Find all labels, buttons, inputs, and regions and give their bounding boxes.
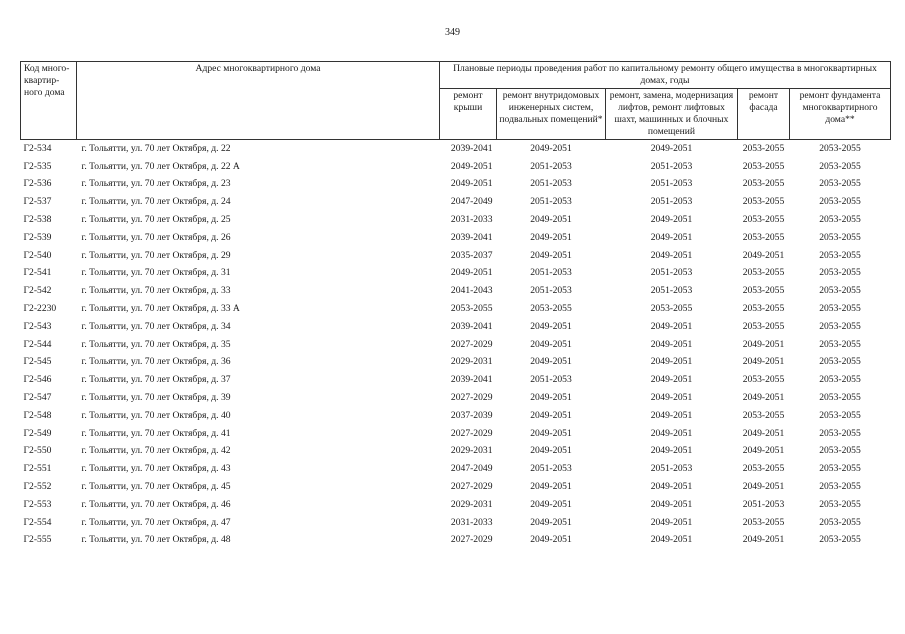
cell-address: г. Тольятти, ул. 70 лет Октября, д. 26 [81,231,231,243]
cell-address: г. Тольятти, ул. 70 лет Октября, д. 33 [81,285,231,297]
cell-facade: 2053-2055 [742,196,785,208]
cell-lifts: 2049-2051 [650,249,693,261]
cell-address: г. Тольятти, ул. 70 лет Октября, д. 40 [81,409,231,421]
cell-engineering: 2049-2051 [530,481,572,493]
cell-lifts: 2049-2051 [650,214,693,226]
cell-roof: 2031-2033 [450,214,493,226]
cell-lifts: 2049-2051 [650,338,693,350]
cell-code: Г2-537 [23,196,52,208]
cell-facade: 2053-2055 [742,160,785,172]
cell-lifts: 2051-2053 [650,267,693,279]
cell-facade: 2053-2055 [742,516,785,528]
table-row [21,354,891,372]
cell-foundation: 2053-2055 [819,409,861,421]
table-row [21,140,891,158]
table-row [21,300,891,318]
cell-code: Г2-554 [23,516,52,528]
cell-roof: 2027-2029 [450,392,493,404]
header-facade: ремонт фасада [738,89,790,140]
cell-code: Г2-548 [23,409,52,421]
cell-roof: 2041-2043 [450,285,493,297]
cell-address: г. Тольятти, ул. 70 лет Октября, д. 22 А [81,160,240,172]
cell-code: Г2-541 [23,267,52,279]
cell-code: Г2-549 [23,427,52,439]
cell-foundation: 2053-2055 [819,267,861,279]
cell-engineering: 2049-2051 [530,392,572,404]
table-row [21,496,891,514]
cell-code: Г2-547 [23,392,52,404]
cell-facade: 2053-2055 [742,374,785,386]
cell-code: Г2-551 [23,463,52,475]
cell-facade: 2053-2055 [742,214,785,226]
cell-code: Г2-552 [23,481,52,493]
cell-facade: 2053-2055 [742,303,785,315]
cell-roof: 2047-2049 [450,463,493,475]
cell-roof: 2035-2037 [450,249,493,261]
table-row [21,514,891,532]
cell-lifts: 2049-2051 [650,320,693,332]
cell-code: Г2-540 [23,249,52,261]
table-row [21,193,891,211]
cell-roof: 2039-2041 [450,320,493,332]
cell-engineering: 2049-2051 [530,409,572,421]
header-lifts: ремонт, замена, модернизация лифтов, ремонт лифтовых шахт, машинных и блочных помещений [606,89,738,140]
header-address: Адрес многоквартирного дома [77,62,440,140]
cell-engineering: 2051-2053 [530,160,572,172]
table-row [21,176,891,194]
cell-address: г. Тольятти, ул. 70 лет Октября, д. 39 [81,392,231,404]
table-row [21,389,891,407]
cell-foundation: 2053-2055 [819,498,861,510]
cell-lifts: 2049-2051 [650,356,693,368]
cell-lifts: 2049-2051 [650,481,693,493]
table-header [21,62,891,140]
cell-engineering: 2049-2051 [530,445,572,457]
cell-address: г. Тольятти, ул. 70 лет Октября, д. 47 [81,516,231,528]
table-row [21,371,891,389]
cell-foundation: 2053-2055 [819,516,861,528]
cell-engineering: 2051-2053 [530,285,572,297]
cell-code: Г2-536 [23,178,52,190]
table-row [21,443,891,461]
cell-address: г. Тольятти, ул. 70 лет Октября, д. 45 [81,481,231,493]
cell-address: г. Тольятти, ул. 70 лет Октября, д. 24 [81,196,231,208]
cell-roof: 2047-2049 [450,196,493,208]
table-row [21,478,891,496]
cell-address: г. Тольятти, ул. 70 лет Октября, д. 37 [81,374,231,386]
cell-engineering: 2049-2051 [530,534,572,546]
cell-engineering: 2051-2053 [530,196,572,208]
cell-facade: 2049-2051 [742,249,785,261]
cell-roof: 2027-2029 [450,427,493,439]
cell-address: г. Тольятти, ул. 70 лет Октября, д. 29 [81,249,231,261]
cell-foundation: 2053-2055 [819,160,861,172]
cell-code: Г2-544 [23,338,52,350]
cell-foundation: 2053-2055 [819,231,861,243]
cell-foundation: 2053-2055 [819,356,861,368]
cell-roof: 2029-2031 [450,445,493,457]
page-number: 349 [445,27,460,38]
cell-roof: 2053-2055 [450,303,493,315]
cell-code: Г2-538 [23,214,52,226]
cell-code: Г2-534 [23,142,52,154]
cell-roof: 2029-2031 [450,356,493,368]
cell-address: г. Тольятти, ул. 70 лет Октября, д. 43 [81,463,231,475]
cell-code: Г2-535 [23,160,52,172]
cell-facade: 2053-2055 [742,178,785,190]
cell-foundation: 2053-2055 [819,374,861,386]
cell-engineering: 2049-2051 [530,231,572,243]
cell-foundation: 2053-2055 [819,178,861,190]
cell-lifts: 2049-2051 [650,409,693,421]
cell-facade: 2053-2055 [742,409,785,421]
cell-facade: 2049-2051 [742,338,785,350]
header-roof: ремонт крыши [440,89,497,140]
table-row [21,158,891,176]
cell-lifts: 2049-2051 [650,142,693,154]
cell-engineering: 2049-2051 [530,320,572,332]
table-row [21,211,891,229]
cell-lifts: 2049-2051 [650,231,693,243]
cell-address: г. Тольятти, ул. 70 лет Октября, д. 34 [81,320,231,332]
cell-address: г. Тольятти, ул. 70 лет Октября, д. 31 [81,267,231,279]
cell-facade: 2049-2051 [742,445,785,457]
cell-lifts: 2049-2051 [650,427,693,439]
cell-code: Г2-542 [23,285,52,297]
cell-roof: 2027-2029 [450,481,493,493]
cell-roof: 2049-2051 [450,160,493,172]
cell-facade: 2053-2055 [742,320,785,332]
cell-address: г. Тольятти, ул. 70 лет Октября, д. 36 [81,356,231,368]
cell-roof: 2049-2051 [450,267,493,279]
cell-code: Г2-555 [23,534,52,546]
table-row [21,425,891,443]
cell-roof: 2039-2041 [450,142,493,154]
cell-foundation: 2053-2055 [819,214,861,226]
table-row [21,336,891,354]
cell-roof: 2039-2041 [450,231,493,243]
cell-address: г. Тольятти, ул. 70 лет Октября, д. 41 [81,427,231,439]
cell-roof: 2027-2029 [450,338,493,350]
cell-facade: 2049-2051 [742,392,785,404]
cell-foundation: 2053-2055 [819,427,861,439]
cell-lifts: 2053-2055 [650,303,693,315]
cell-engineering: 2053-2055 [530,303,572,315]
table-row [21,407,891,425]
table-row [21,229,891,247]
cell-lifts: 2049-2051 [650,445,693,457]
cell-facade: 2051-2053 [742,498,785,510]
cell-lifts: 2051-2053 [650,463,693,475]
cell-engineering: 2051-2053 [530,178,572,190]
cell-lifts: 2051-2053 [650,160,693,172]
cell-code: Г2-2230 [23,303,57,315]
cell-foundation: 2053-2055 [819,285,861,297]
cell-code: Г2-543 [23,320,52,332]
cell-engineering: 2051-2053 [530,374,572,386]
cell-lifts: 2049-2051 [650,392,693,404]
cell-roof: 2031-2033 [450,516,493,528]
cell-address: г. Тольятти, ул. 70 лет Октября, д. 25 [81,214,231,226]
cell-engineering: 2049-2051 [530,142,572,154]
cell-engineering: 2049-2051 [530,516,572,528]
cell-lifts: 2051-2053 [650,196,693,208]
cell-engineering: 2049-2051 [530,427,572,439]
header-foundation: ремонт фундамента многоквартирного дома** [790,89,891,140]
cell-facade: 2049-2051 [742,481,785,493]
cell-address: г. Тольятти, ул. 70 лет Октября, д. 35 [81,338,231,350]
cell-facade: 2053-2055 [742,285,785,297]
table-row [21,532,891,550]
cell-code: Г2-546 [23,374,52,386]
table-row [21,318,891,336]
cell-foundation: 2053-2055 [819,445,861,457]
cell-foundation: 2053-2055 [819,481,861,493]
cell-lifts: 2049-2051 [650,534,693,546]
cell-engineering: 2049-2051 [530,356,572,368]
cell-foundation: 2053-2055 [819,196,861,208]
cell-address: г. Тольятти, ул. 70 лет Октября, д. 42 [81,445,231,457]
cell-code: Г2-553 [23,498,52,510]
table-row [21,247,891,265]
table-row [21,460,891,478]
cell-code: Г2-539 [23,231,52,243]
cell-foundation: 2053-2055 [819,534,861,546]
cell-facade: 2049-2051 [742,534,785,546]
table-row [21,265,891,283]
cell-lifts: 2049-2051 [650,374,693,386]
header-periods-group: Плановые периоды проведения работ по капитальному ремонту общего имущества в многоквартирных домах, годы [440,62,891,89]
cell-engineering: 2049-2051 [530,338,572,350]
table-body [21,140,891,550]
cell-engineering: 2051-2053 [530,463,572,475]
header-code: Код много-квартир-ного дома [21,62,77,140]
cell-foundation: 2053-2055 [819,303,861,315]
cell-engineering: 2049-2051 [530,498,572,510]
table-row [21,282,891,300]
cell-engineering: 2051-2053 [530,267,572,279]
cell-facade: 2053-2055 [742,142,785,154]
cell-roof: 2027-2029 [450,534,493,546]
cell-roof: 2039-2041 [450,374,493,386]
cell-facade: 2053-2055 [742,231,785,243]
cell-code: Г2-545 [23,356,52,368]
cell-address: г. Тольятти, ул. 70 лет Октября, д. 46 [81,498,231,510]
cell-facade: 2049-2051 [742,427,785,439]
cell-lifts: 2049-2051 [650,498,693,510]
cell-facade: 2049-2051 [742,356,785,368]
cell-engineering: 2049-2051 [530,249,572,261]
cell-code: Г2-550 [23,445,52,457]
cell-foundation: 2053-2055 [819,142,861,154]
cell-roof: 2049-2051 [450,178,493,190]
cell-lifts: 2049-2051 [650,516,693,528]
cell-lifts: 2051-2053 [650,178,693,190]
header-engineering: ремонт внутридомовых инженерных систем, подвальных помещений* [497,89,606,140]
cell-address: г. Тольятти, ул. 70 лет Октября, д. 48 [81,534,231,546]
cell-facade: 2053-2055 [742,463,785,475]
cell-foundation: 2053-2055 [819,392,861,404]
cell-address: г. Тольятти, ул. 70 лет Октября, д. 33 А [81,303,240,315]
cell-foundation: 2053-2055 [819,249,861,261]
cell-address: г. Тольятти, ул. 70 лет Октября, д. 22 [81,142,231,154]
cell-facade: 2053-2055 [742,267,785,279]
cell-engineering: 2049-2051 [530,214,572,226]
cell-address: г. Тольятти, ул. 70 лет Октября, д. 23 [81,178,231,190]
cell-foundation: 2053-2055 [819,463,861,475]
cell-roof: 2037-2039 [450,409,493,421]
cell-foundation: 2053-2055 [819,320,861,332]
cell-foundation: 2053-2055 [819,338,861,350]
cell-lifts: 2051-2053 [650,285,693,297]
repair-schedule-table [20,61,891,549]
cell-roof: 2029-2031 [450,498,493,510]
